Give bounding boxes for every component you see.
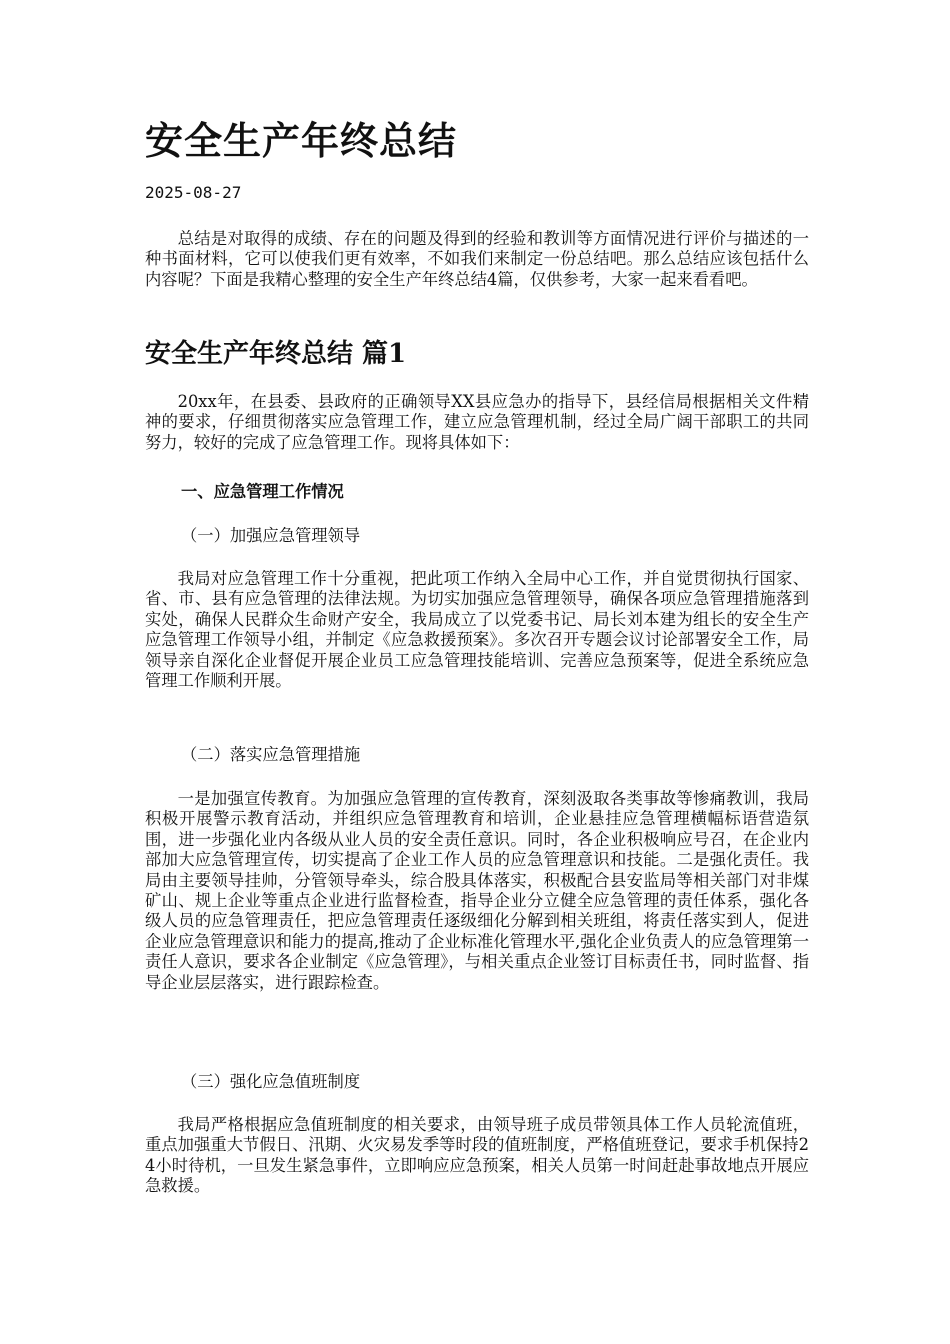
section-paragraph-2: 我局对应急管理工作十分重视，把此项工作纳入全局中心工作，并自觉贯彻执行国家、省、市、县有应急管理的法律法规。为切实加强应急管理领导，确保各项应急管理措施落到实处，确保人民群众生命财产安全，我局成立了以党委书记、局长刘本建为组长的安全生产应急管理工作领导小组，并制定《应急救援预案》。多次召开专题会议讨论部署安全工作，局领导亲自深化企业督促开展企业员工应急管理技能培训、完善应急预案等，促进全系统应急管理工作顺利开展。 [145,569,809,691]
section-paragraph-1: 20xx年，在县委、县政府的正确领导XX县应急办的指导下，县经信局根据相关文件精神的要求，仔细贯彻落实应急管理工作，建立应急管理机制，经过全局广阔干部职工的共同努力，较好的完成了应急管理工作。现将具体如下： [145,392,809,452]
section-paragraph-4: 我局严格根据应急值班制度的相关要求，由领导班子成员带领具体工作人员轮流值班，重点加强重大节假日、汛期、火灾易发季等时段的值班制度，严格值班登记，要求手机保持24小时待机，一旦发生紧急事件，立即响应应急预案，相关人员第一时间赶赴事故地点开展应急救援。 [145,1115,809,1196]
intro-paragraph: 总结是对取得的成绩、存在的问题及得到的经验和教训等方面情况进行评价与描述的一种书面材料，它可以使我们更有效率，不如我们来制定一份总结吧。那么总结应该包括什么内容呢？下面是我精心整理的安全生产年终总结4篇，仅供参考，大家一起来看看吧。 [145,229,809,289]
document-date: 2025-08-27 [145,183,242,202]
subheading-duty-system: （三）强化应急值班制度 [181,1072,361,1091]
subheading-implement-measures: （二）落实应急管理措施 [181,745,361,764]
section-title: 安全生产年终总结 篇1 [145,339,407,369]
section-paragraph-3: 一是加强宣传教育。为加强应急管理的宣传教育，深刻汲取各类事故等惨痛教训，我局积极开展警示教育活动，并组织应急管理教育和培训，企业悬挂应急管理横幅标语营造氛围，进一步强化业内各级从业人员的安全责任意识。同时，各企业积极响应号召，在企业内部加大应急管理宣传，切实提高了企业工作人员的应急管理意识和技能。二是强化责任。我局由主要领导挂帅，分管领导牵头，综合股具体落实，积极配合县安监局等相关部门对非煤矿山、规上企业等重点企业进行监督检查，指导企业分立健全应急管理的责任体系，强化各级人员的应急管理责任，把应急管理责任逐级细化分解到相关班组，将责任落实到人，促进企业应急管理意识和能力的提高,推动了企业标准化管理水平,强化企业负责人的应急管理第一责任人意识，要求各企业制定《应急管理》，与相关重点企业签订目标责任书，同时监督、指导企业层层落实，进行跟踪检查。 [145,789,809,992]
subheading-strengthen-leadership: （一）加强应急管理领导 [181,526,361,545]
heading-emergency-management: 一、应急管理工作情况 [181,482,344,501]
document-title: 安全生产年终总结 [145,118,458,163]
